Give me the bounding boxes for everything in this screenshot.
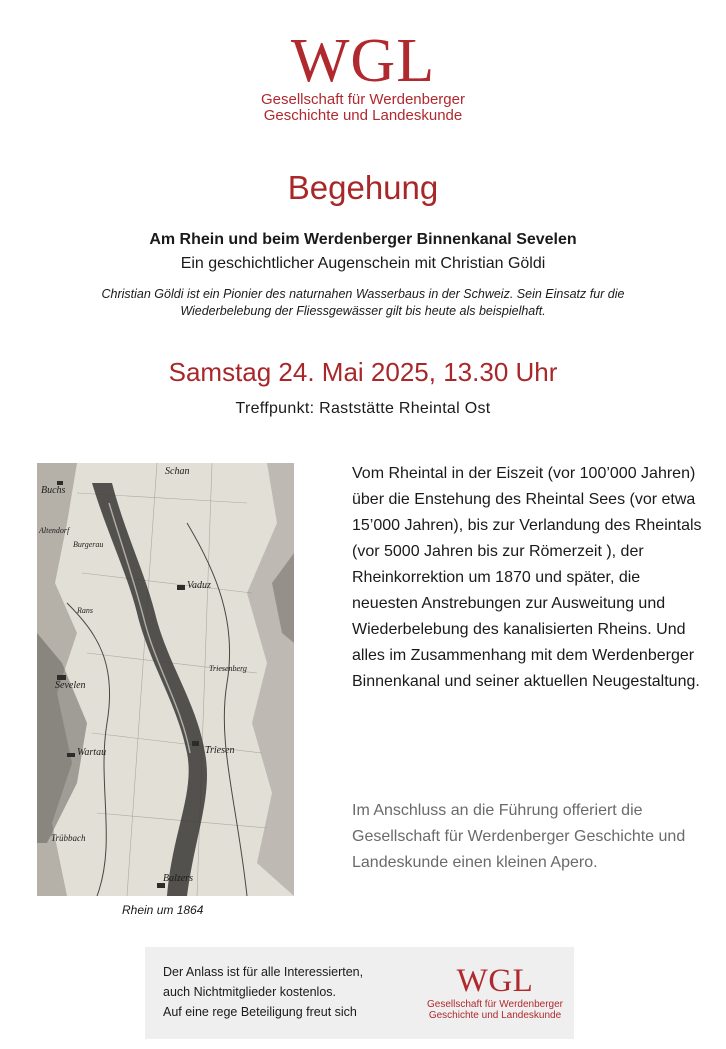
map-label-altendorf: Altendorf: [39, 526, 70, 535]
info-box-text: [163, 962, 403, 1022]
map-label-vaduz: Vaduz: [187, 580, 211, 591]
footer-wgl-logo: [415, 963, 575, 1021]
logo-name-line1: Gesellschaft für Werdenberger: [261, 91, 465, 108]
wgl-logo: [0, 27, 726, 124]
footer-logo-mark: WGL: [456, 963, 534, 999]
historic-map-image: [37, 463, 294, 896]
info-line-1: Der Anlass ist für alle Interessierten,: [163, 965, 364, 979]
map-label-wartau: Wartau: [77, 747, 107, 758]
apero-note: Im Anschluss an die Führung offeriert die Gesellschaft für Werdenberger Geschichte und Landeskunde einen kleinen Apero.: [352, 802, 686, 871]
footer-logo-line1: Gesellschaft für Werdenberger: [427, 999, 563, 1010]
map-label-burgerau: Burgerau: [73, 540, 104, 549]
map-label-rans: Rans: [77, 606, 93, 615]
logo-name-line2: Geschichte und Landeskunde: [263, 107, 463, 124]
map-label-triesen: Triesen: [205, 745, 235, 756]
map-label-schan: Schan: [165, 466, 190, 477]
event-datetime: Samstag 24. Mai 2025, 13.30 Uhr: [168, 357, 558, 387]
map-label-sevelen: Sevelen: [55, 680, 86, 691]
map-label-balzers: Balzers: [163, 873, 193, 884]
info-box: [145, 947, 574, 1039]
footer-logo-line2: Geschichte und Landeskunde: [428, 1010, 562, 1021]
info-line-3: Auf eine rege Beteiligung freut sich: [163, 1005, 357, 1019]
map-caption: Rhein um 1864: [122, 903, 204, 917]
meeting-point: Treffpunkt: Raststätte Rheintal Ost: [235, 400, 491, 417]
logo-mark: WGL: [290, 27, 436, 95]
map-label-buchs: Buchs: [41, 485, 66, 496]
event-title: Begehung: [287, 169, 439, 206]
map-label-triesenberg: Triesenberg: [209, 664, 247, 673]
event-tagline: Ein geschichtlicher Augenschein mit Christian Göldi: [180, 255, 546, 272]
speaker-intro: Christian Göldi ist ein Pionier des naturnahen Wasserbaus in der Schweiz. Sein Einsatz fur die Wiederbelebung der Fliessgewässer gilt bis heute als beispielhaft.: [101, 287, 625, 318]
info-line-2: auch Nichtmitglieder kostenlos.: [163, 985, 336, 999]
map-label-truebbach: Trübbach: [51, 833, 86, 843]
event-subtitle: Am Rhein und beim Werdenberger Binnenkanal Sevelen: [149, 231, 577, 248]
event-description: Vom Rheintal in der Eiszeit (vor 100’000 Jahren) über die Enstehung des Rheintal Sees (vor etwa 15’000 Jahren), bis zur Verlandung des Rheintals (vor 5000 Jahren bis zur Römerzeit ), der Rheinkorrektion um 1870 und später, die neuesten Anstrebungen zur Ausweitung und Wiederbelebung des kanalisierten Rheins. Und alles im Zusammenhang mit dem Werdenberger Binnenkanal und seiner aktuellen Neugestaltung.: [352, 465, 702, 690]
